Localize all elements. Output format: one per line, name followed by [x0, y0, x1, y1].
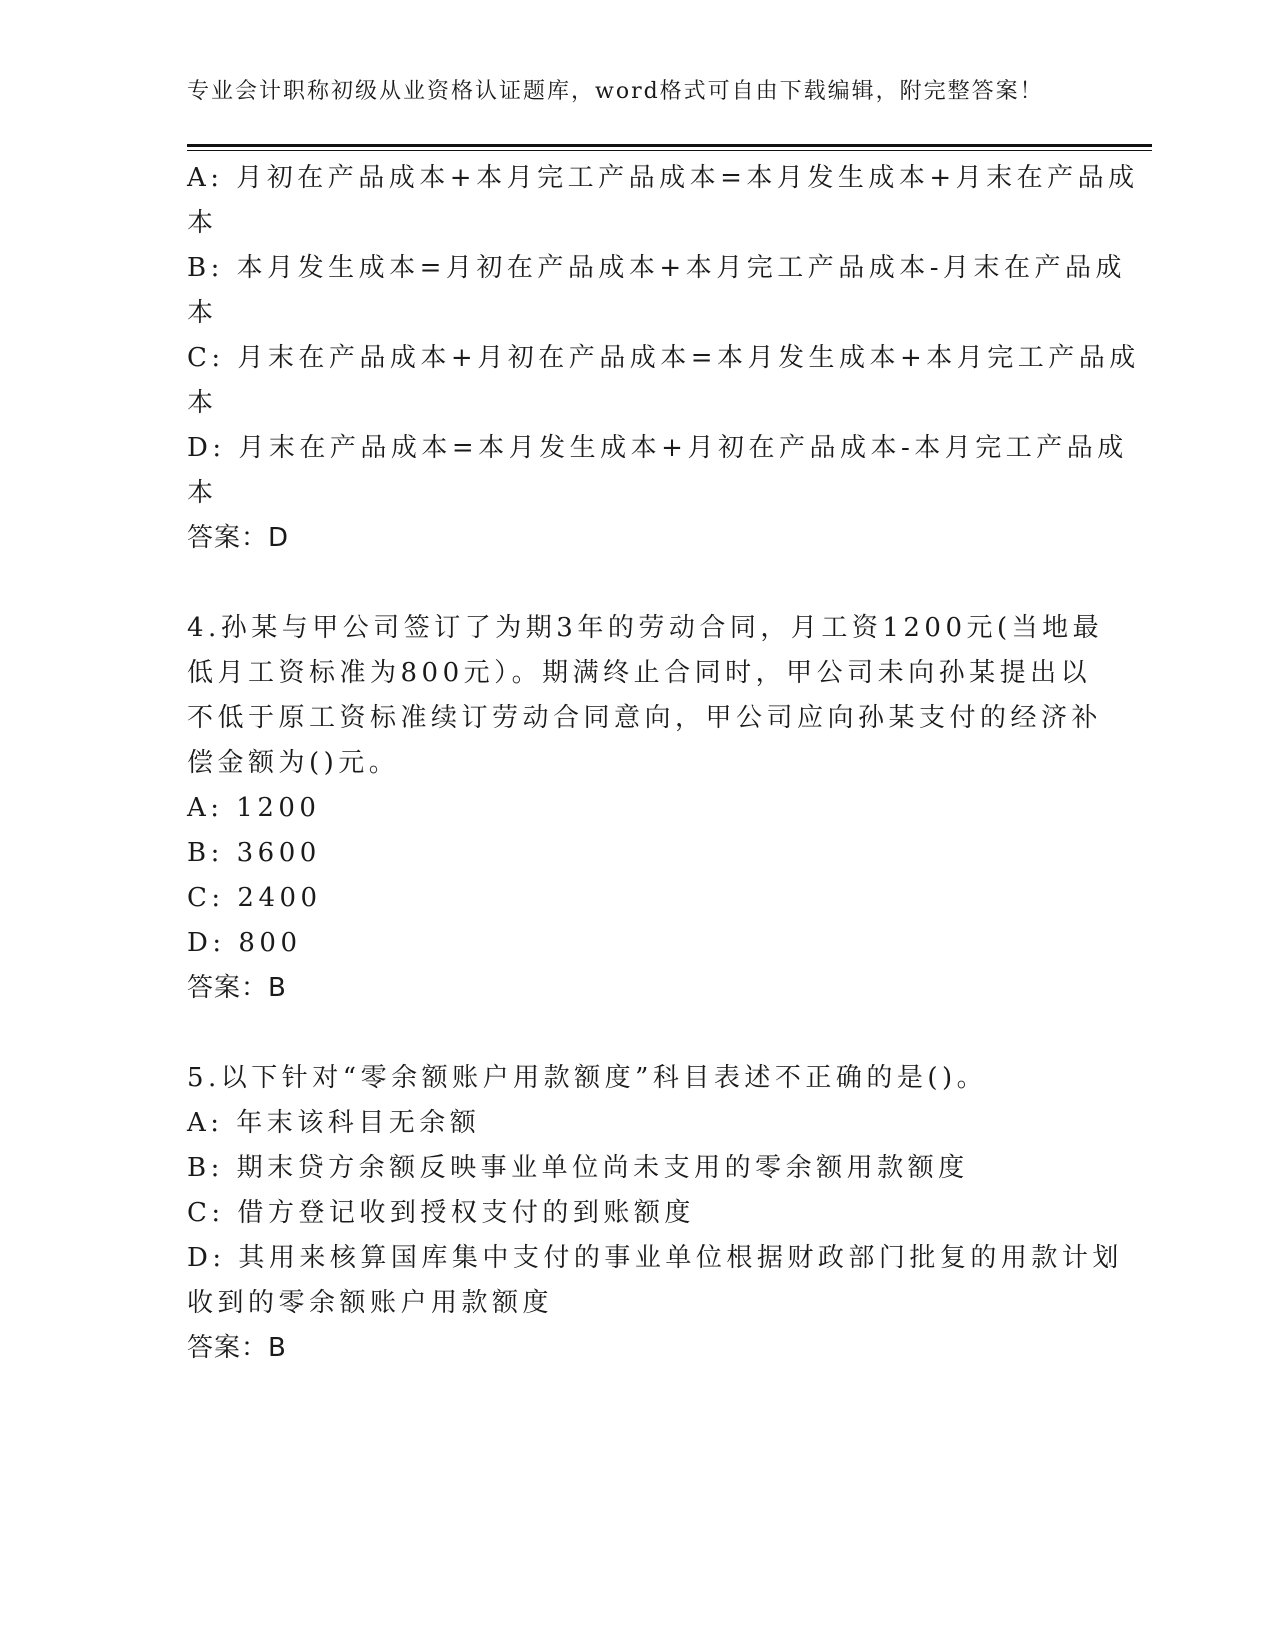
question-4 — [187, 606, 1104, 966]
option-c: C: 借方登记收到授权支付的到账额度 — [187, 1198, 695, 1228]
option-d: D: 800 — [187, 928, 302, 958]
option-a: A: 月初在产品成本+本月完工产品成本=本月发生成本+月末在产品成 — [187, 163, 1139, 193]
option-b: B: 期末贷方余额反映事业单位尚未支用的零余额用款额度 — [187, 1153, 969, 1183]
option-c: C: 月末在产品成本+月初在产品成本=本月发生成本+本月完工产品成 — [187, 343, 1140, 373]
option-d-cont: 收到的零余额账户用款额度 — [187, 1288, 554, 1318]
option-c: C: 2400 — [187, 883, 322, 913]
question-4-text: 4.孙某与甲公司签订了为期3年的劳动合同，月工资1200元(当地最 — [187, 613, 1104, 643]
option-d-cont: 本 — [187, 478, 218, 508]
question-4-text: 低月工资标准为800元）。期满终止合同时，甲公司未向孙某提出以 — [187, 658, 1092, 688]
option-b-cont: 本 — [187, 298, 218, 328]
option-d: D: 月末在产品成本=本月发生成本+月初在产品成本-本月完工产品成 — [187, 433, 1128, 463]
question-5-answer: 答案：B — [187, 1333, 287, 1363]
question-3-answer: 答案：D — [187, 523, 290, 553]
question-5-text: 5.以下针对“零余额账户用款额度”科目表述不正确的是()。 — [187, 1063, 988, 1093]
page-header: 专业会计职称初级从业资格认证题库，word格式可自由下载编辑，附完整答案！ — [187, 79, 1044, 104]
option-b: B: 3600 — [187, 838, 321, 868]
option-a: A: 年末该科目无余额 — [187, 1108, 481, 1138]
question-3-options — [187, 156, 1140, 516]
spacer — [187, 561, 1067, 606]
question-content — [187, 156, 1140, 1371]
spacer — [187, 1011, 1067, 1056]
option-d: D: 其用来核算国库集中支付的事业单位根据财政部门批复的用款计划 — [187, 1243, 1123, 1273]
option-c-cont: 本 — [187, 388, 218, 418]
question-4-answer: 答案：B — [187, 973, 287, 1003]
option-b: B: 本月发生成本=月初在产品成本+本月完工产品成本-月末在产品成 — [187, 253, 1126, 283]
option-a-cont: 本 — [187, 208, 218, 238]
question-4-text: 不低于原工资标准续订劳动合同意向，甲公司应向孙某支付的经济补 — [187, 703, 1103, 733]
header-rule-thick — [187, 144, 1152, 147]
option-a: A: 1200 — [187, 793, 321, 823]
header-rule-thin — [187, 150, 1152, 151]
question-5 — [187, 1056, 1123, 1326]
question-4-text: 偿金额为()元。 — [187, 748, 400, 778]
